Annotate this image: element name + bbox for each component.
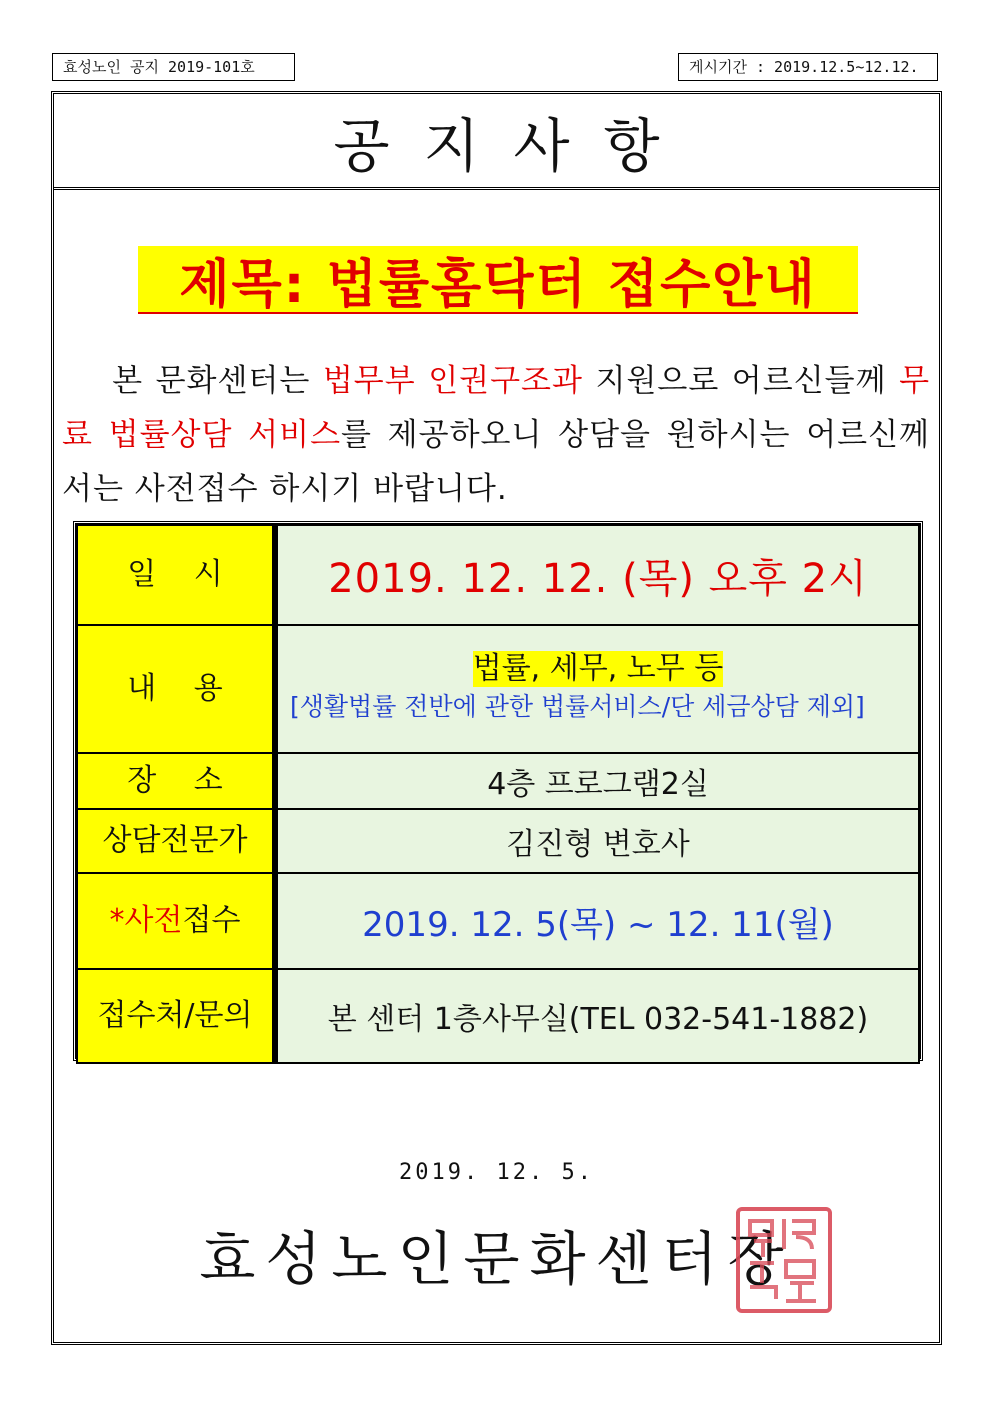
- table-row: [77, 809, 919, 873]
- intro-part1: 본 문화센터는: [112, 363, 323, 399]
- content-main: 법률, 세무, 노무 등: [472, 651, 724, 686]
- intro-red2: 무료 법률상담 서비스: [62, 363, 931, 453]
- expert-value: 김진형 변호사: [275, 809, 919, 873]
- row-label: 상담전문가: [77, 809, 275, 873]
- row-label: *사전접수: [77, 873, 275, 969]
- row-label: 접수처/문의: [77, 969, 275, 1063]
- issue-date: 2019. 12. 5.: [399, 1160, 594, 1185]
- table-row: [77, 525, 919, 625]
- intro-paragraph: [62, 354, 930, 516]
- seal-glyph-icon: [740, 1211, 828, 1309]
- intro-red1: 법무부 인권구조과: [322, 363, 583, 399]
- page-title: 공지사항: [333, 111, 694, 180]
- row-value: [275, 625, 919, 753]
- intro-part3: 를 제공하오니 상담을 원하시는 어르신께서는 사전접수 하시기 바랍니다.: [62, 417, 930, 507]
- contact-value: 본 센터 1층사무실(TEL 032-541-1882): [275, 969, 919, 1063]
- event-datetime: 2019. 12. 12. (목) 오후 2시: [328, 555, 868, 602]
- row-value: [275, 525, 919, 625]
- subject-heading: 제목: 법률홈닥터 접수안내: [138, 246, 858, 314]
- table-row: [77, 625, 919, 753]
- posting-period: 게시기간 : 2019.12.5~12.12.: [678, 53, 938, 81]
- signature: 효성노인문화센터장: [199, 1225, 794, 1293]
- location-value: 4층 프로그램2실: [275, 753, 919, 809]
- notice-number: 효성노인 공지 2019-101호: [52, 53, 295, 81]
- row-label: 장 소: [77, 753, 275, 809]
- table-row: [77, 873, 919, 969]
- table-row: [77, 969, 919, 1063]
- row-label: 내 용: [77, 625, 275, 753]
- row-label: 일 시: [77, 525, 275, 625]
- title-box: [54, 94, 939, 190]
- table-row: [77, 753, 919, 809]
- official-seal-icon: [736, 1207, 832, 1313]
- intro-part2: 지원으로 어르신들께: [582, 363, 900, 399]
- notice-frame: [51, 91, 942, 1345]
- content-sub: [생활법률 전반에 관한 법률서비스/단 세금상담 제외]: [290, 692, 865, 721]
- info-table: [73, 521, 923, 1061]
- registration-period: 2019. 12. 5(목) ~ 12. 11(월): [275, 873, 919, 969]
